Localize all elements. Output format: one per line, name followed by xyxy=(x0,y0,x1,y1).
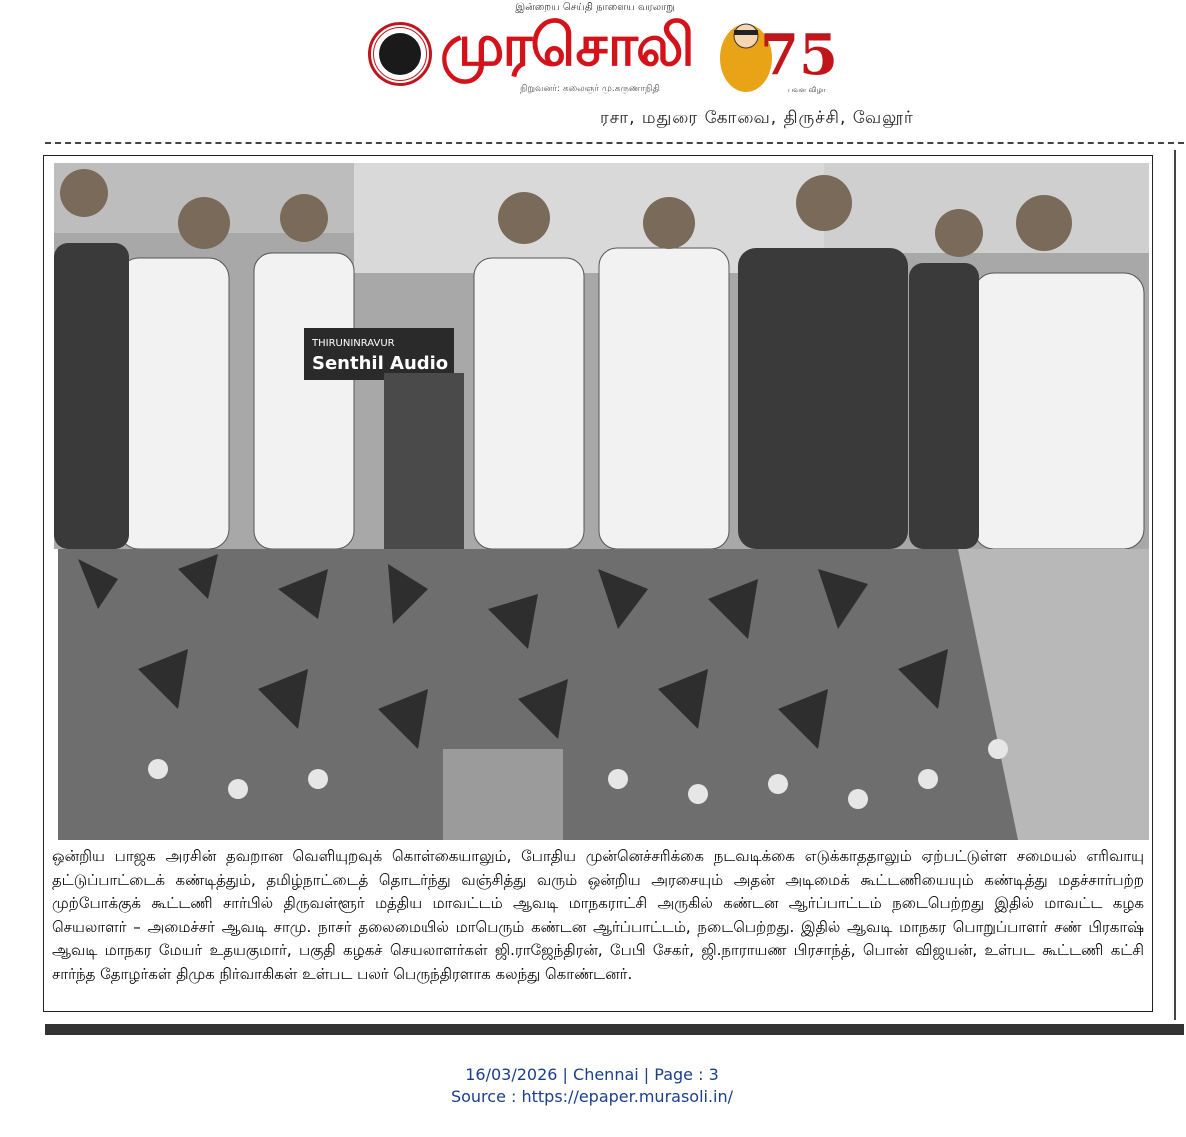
crowd-photo xyxy=(58,549,1149,840)
anniversary-sub: பவள விழா xyxy=(788,86,826,94)
tagline: இன்றைய செய்தி நாளைய வரலாறு xyxy=(515,2,675,13)
podium-sign-line2: Senthil Audio xyxy=(312,353,449,374)
newspaper-logo: முரசொலி xyxy=(440,11,693,79)
footer-source-link[interactable]: Source : https://epaper.murasoli.in/ xyxy=(450,1087,734,1106)
founder-line: நிறுவனர்: கலைஞர் மு.கருணாநிதி xyxy=(520,84,660,94)
party-seal-icon xyxy=(368,22,432,86)
header-strip: ரசா, மதுரை கோவை, திருச்சி, வேலூர் xyxy=(600,108,914,128)
masthead xyxy=(0,0,1184,150)
adjacent-column-rule xyxy=(1174,150,1186,1020)
anniversary-number: 75 xyxy=(760,22,838,88)
anniversary-75-icon xyxy=(712,6,838,98)
photo-caption: ஒன்றிய பாஜக அரசின் தவறான வெளியுறவுக் கொள்கையாலும், போதிய முன்னெச்சரிக்கை நடவடிக்கை எடுக்காததாலும் ஏற்பட்டுள்ள சமையல் எரிவாயு தட்டுப்பாட்டைக் கண்டித்தும், தமிழ்நாட்டைத் தொடர்ந்து வஞ்சித்து வரும் ஒன்றிய அரசையும் அதன் அடிமைக் கூட்டணியையும் கண்டித்து மதச்சார்பற்ற முற்போக்குக் கூட்டணி சார்பில் திருவள்ளூர் மத்திய மாவட்டம் ஆவடி மாநகராட்சி அருகில் கண்டன ஆர்ப்பாட்டம் நடைபெற்றது இதில் மாவட்ட கழக செயலாளர் – அமைச்சர் ஆவடி சாமு. நாசர் தலைமையில் மாபெரும் கண்டன ஆர்ப்பாட்டம், நடைபெற்றது. இதில் ஆவடி மாநகர பொறுப்பாளர் சண் பிரகாஷ் ஆவடி மாநகர மேயர் உதயகுமார், பகுதி கழகச் செயலாளர்கள் ஜி.ராஜேந்திரன், பேபி சேகர், ஜி.நாராயண பிரசாந்த், பொன் விஜயன், உள்பட கூட்டணி கட்சி சார்ந்த தோழர்கள் திமுக நிர்வாகிகள் உள்பட பலர் பெருந்திரளாக கலந்து கொண்டனர். xyxy=(52,847,1144,983)
stage-photo xyxy=(54,163,1149,549)
bottom-rule xyxy=(45,1024,1184,1035)
podium-sign-line1: THIRUNINRAVUR xyxy=(312,338,395,349)
dashed-divider xyxy=(45,142,1184,144)
footer-date-page: 16/03/2026 | Chennai | Page : 3 xyxy=(465,1065,719,1084)
